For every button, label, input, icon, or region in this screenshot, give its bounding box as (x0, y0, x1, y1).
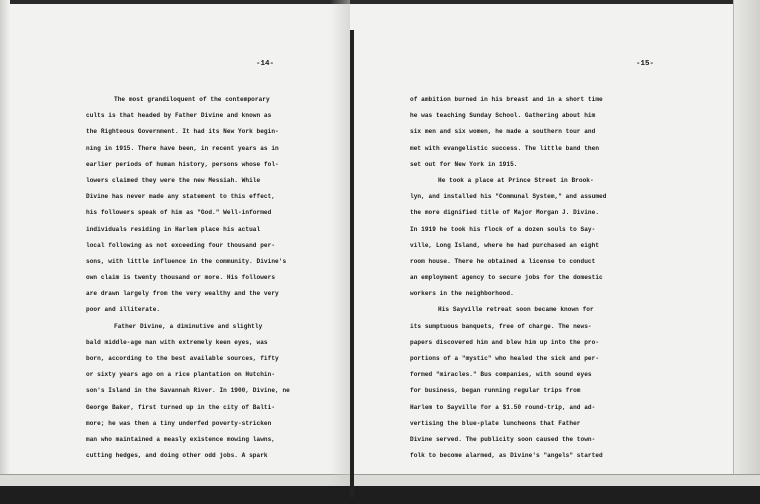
text-line: its sumptuous banquets, free of charge. The news- (410, 322, 592, 330)
text-line: for business, began running regular trips from (410, 387, 581, 395)
text-line: Harlem to Sayville for a $1.50 round-trip, and ad- (410, 403, 596, 411)
text-line: papers discovered him and blew him up into the pro- (410, 338, 600, 346)
text-line: local following as not exceeding four thousand per- (86, 241, 276, 249)
left-page-text (86, 92, 346, 464)
text-line: are drawn largely from the very wealthy and the very (86, 290, 279, 298)
right-page-number: -15- (636, 60, 655, 68)
scanner-left-edge (0, 0, 10, 486)
text-line: Divine has never made any statement to this effect, (86, 193, 276, 201)
text-line: an employment agency to secure jobs for the domestic (410, 274, 603, 282)
text-line: cults is that headed by Father Divine and known as (86, 112, 272, 120)
text-line: own claim is twenty thousand or more. His followers (86, 274, 276, 282)
text-line: more; he was then a tiny underfed poverty-stricken (86, 419, 272, 427)
text-line: met with evangelistic success. The little band then (410, 144, 600, 152)
text-line: set out for New York in 1915. (410, 160, 518, 168)
text-line: sons, with little influence in the community. Divine's (86, 257, 287, 265)
text-line: George Baker, first turned up in the city of Balti- (86, 403, 276, 411)
scanner-bottom-edge (0, 486, 760, 504)
text-line: son's Island in the Savannah River. In 1900, Divine, ne (86, 387, 290, 395)
text-line: room house. There he obtained a license to conduct (410, 257, 596, 265)
text-line: man who maintained a measly existence mowing lawns, (86, 435, 276, 443)
left-page-number: -14- (256, 60, 275, 68)
text-line: the Righteous Government. It had its New York begin- (86, 128, 279, 136)
scanner-top-edge (0, 0, 760, 4)
right-page-text (410, 92, 670, 464)
text-line: bald middle-age man with extremely keen eyes, was (86, 338, 268, 346)
text-line: ning in 1915. There have been, in recent years as in (86, 144, 279, 152)
text-line: the more dignified title of Major Morgan J. Divine. (410, 209, 600, 217)
text-line: The most grandiloquent of the contemporary (114, 96, 270, 103)
text-line: six men and six women, he made a southern tour and (410, 128, 596, 136)
text-line: his followers speak of him as "God." Well-informed (86, 209, 272, 217)
book-spine-gutter (350, 30, 354, 498)
text-line: ville, Long Island, where he had purchased an eight (410, 241, 600, 249)
text-line: lowers claimed they were the new Messiah. While (86, 176, 261, 184)
text-line: folk to become alarmed, as Divine's "angels" started (410, 452, 603, 460)
text-line: vertising the blue-plate luncheons that Father (410, 419, 581, 427)
text-line: individuals residing in Harlem place his actual (86, 225, 261, 233)
text-line: poor and illiterate. (86, 306, 161, 314)
scanner-right-edge (733, 0, 760, 486)
text-line: workers in the neighborhood. (410, 290, 514, 298)
text-line: or sixty years ago on a rice plantation on Hutchin- (86, 371, 276, 379)
text-line: cutting hedges, and doing other odd jobs. A spark (86, 452, 268, 460)
text-line: of ambition burned in his breast and in a short time (410, 96, 603, 103)
text-line: portions of a "mystic" who healed the sick and per- (410, 355, 600, 362)
text-line: His Sayville retreat soon became known for (438, 306, 594, 314)
text-line: formed "miracles." Bus companies, with sound eyes (410, 371, 592, 379)
text-line: earlier periods of human history, persons whose fol- (86, 160, 279, 168)
text-line: born, according to the best available sources, fifty (86, 355, 279, 362)
text-line: he was teaching Sunday School. Gathering about him (410, 112, 596, 120)
text-line: Father Divine, a diminutive and slightly (114, 322, 263, 330)
text-line: He took a place at Prince Street in Brook- (438, 176, 594, 184)
text-line: lyn, and installed his "Communal System," and assumed (410, 193, 607, 201)
text-line: Divine served. The publicity soon caused the town- (410, 435, 596, 443)
text-line: In 1919 he took his flock of a dozen souls to Say- (410, 225, 596, 233)
